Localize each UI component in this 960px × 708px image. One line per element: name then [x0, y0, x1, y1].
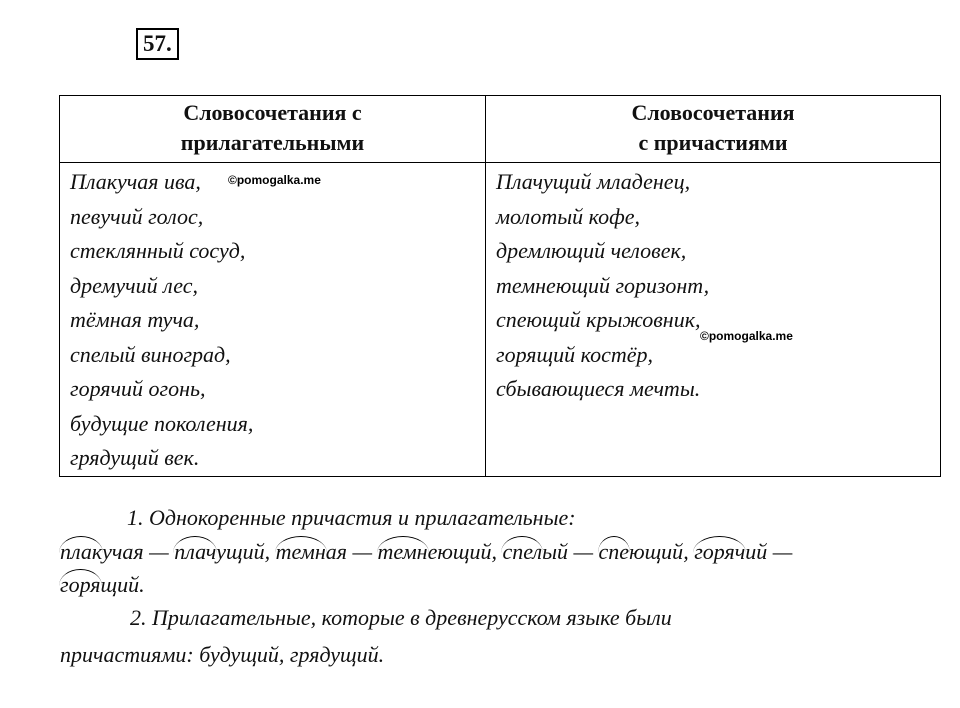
adjective-phrases-list	[70, 165, 477, 476]
dash-separator: —	[767, 539, 793, 564]
list-item: темнеющий горизонт,	[496, 272, 710, 298]
word-root: темн	[378, 537, 428, 567]
list-item: дремучий лес,	[70, 272, 199, 298]
comma-separator: ,	[491, 539, 503, 564]
watermark: ©pomogalka.me	[228, 173, 321, 187]
header-adjectives-line1: Словосочетания с	[183, 100, 362, 125]
list-item: Плакучая ива,	[70, 169, 201, 194]
word-pair	[502, 539, 694, 564]
header-participles-line2: с причастиями	[638, 130, 788, 155]
word-root: плак	[60, 537, 102, 567]
header-adjectives	[60, 96, 486, 163]
list-item: сбывающиеся мечты.	[496, 376, 701, 401]
word-ending: ый	[542, 539, 568, 564]
list-item: Плачущий младенец,	[496, 169, 691, 194]
adjective-phrases-cell	[60, 163, 486, 477]
watermark: ©pomogalka.me	[700, 329, 793, 343]
list-item: стеклянный сосуд,	[70, 238, 246, 263]
answer2-line2: причастиями: будущий, грядущий.	[60, 642, 385, 667]
answer1-pairs-line	[60, 537, 792, 567]
table-header-row	[60, 96, 941, 163]
answer1-pairs-continuation	[60, 570, 145, 600]
word-root: плач	[174, 537, 216, 567]
dash-separator: —	[567, 539, 599, 564]
word-root: темн	[276, 537, 326, 567]
word-ending: еющий	[427, 539, 492, 564]
answer1-title: 1. Однокоренные причастия и прилагательные:	[127, 505, 576, 530]
word-root: спе	[599, 537, 630, 567]
phrases-table	[59, 95, 941, 477]
participle-phrases-cell	[486, 163, 941, 477]
word-ending: ущий	[216, 539, 265, 564]
list-item: горячий огонь,	[70, 376, 206, 401]
word-ending: ий	[745, 539, 768, 564]
word-ending: ющий	[629, 539, 684, 564]
list-item: молотый кофе,	[496, 203, 640, 229]
word-pair	[276, 539, 503, 564]
word-pair	[694, 539, 792, 564]
word-ending: щий.	[100, 572, 145, 597]
list-item: певучий голос,	[70, 203, 204, 229]
header-adjectives-line2: прилагательными	[180, 130, 365, 155]
header-participles-line1: Словосочетания	[631, 100, 795, 125]
word-root: горя	[60, 570, 101, 600]
list-item: горящий костёр,	[496, 341, 653, 367]
word-root: спел	[502, 537, 542, 567]
comma-separator: ,	[264, 539, 276, 564]
word-pair	[60, 539, 276, 564]
word-root: горяч	[694, 537, 745, 567]
list-item: тёмная туча,	[70, 307, 200, 332]
comma-separator: ,	[683, 539, 695, 564]
list-item: спелый виноград,	[70, 341, 231, 367]
list-item: будущие поколения,	[70, 410, 254, 436]
answer2-line1: 2. Прилагательные, которые в древнерусском языке были	[130, 605, 672, 630]
participle-phrases-list	[496, 165, 932, 407]
exercise-number: 57.	[136, 28, 179, 60]
table-body-row	[60, 163, 941, 477]
word-ending: ая	[325, 539, 347, 564]
list-item: дремлющий человек,	[496, 238, 687, 263]
dash-separator: —	[143, 539, 175, 564]
header-participles	[486, 96, 941, 163]
list-item: спеющий крыжовник,	[496, 307, 701, 332]
word-ending: учая	[102, 539, 144, 564]
dash-separator: —	[346, 539, 378, 564]
list-item: грядущий век.	[70, 445, 200, 470]
